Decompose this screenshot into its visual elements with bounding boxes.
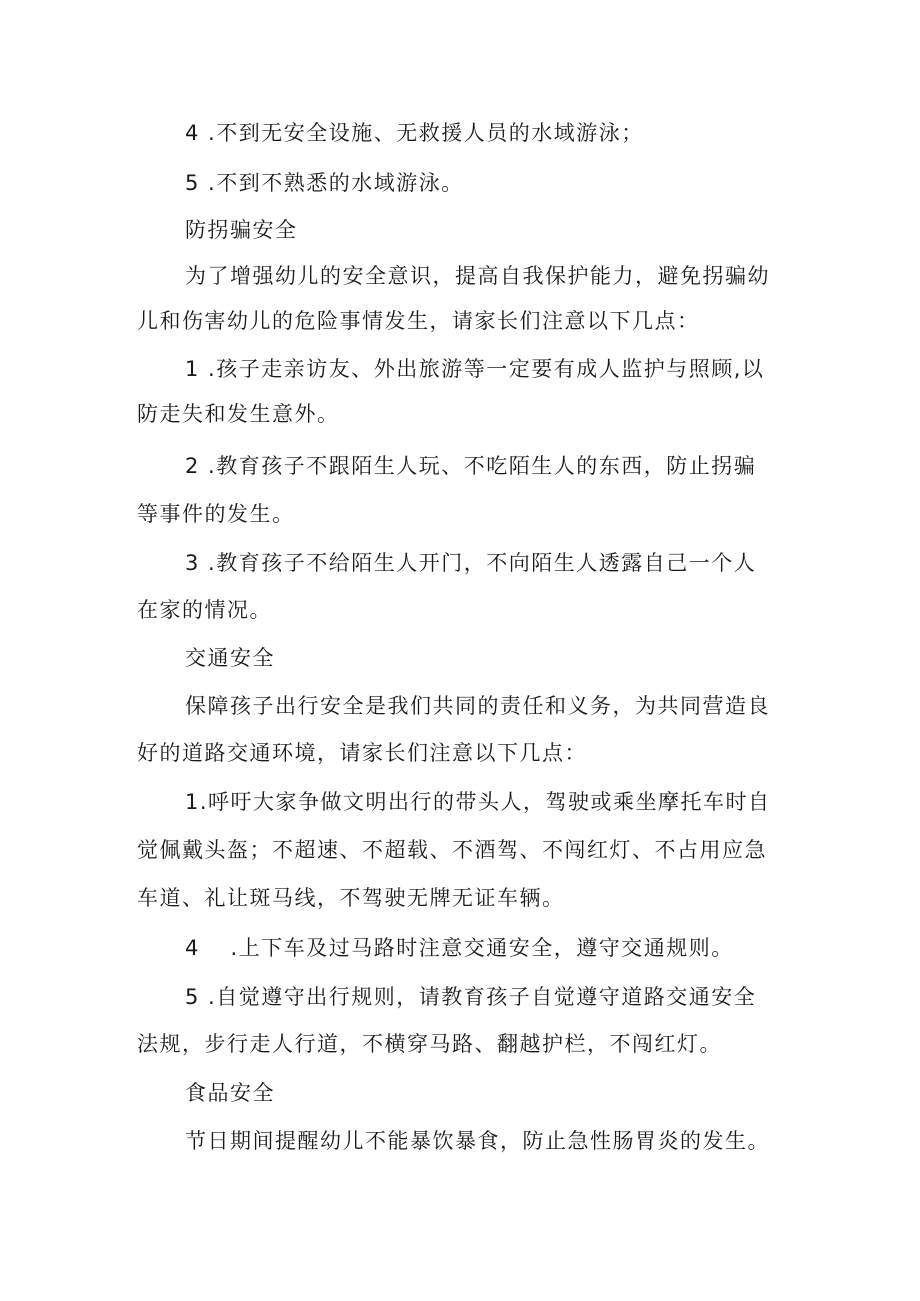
- list-item-line: 等事件的发生。: [137, 502, 295, 526]
- list-item-swim-4: 4 .不到无安全设施、无救援人员的水域游泳；: [185, 121, 644, 145]
- list-item-line: 2 .教育孩子不跟陌生人玩、不吃陌生人的东西，防止拐骗: [185, 454, 757, 478]
- list-item-line: 法规，步行走人行道，不横穿马路、翻越护栏，不闯红灯。: [137, 1032, 722, 1056]
- list-item-line: 车道、礼让斑马线，不驾驶无牌无证车辆。: [137, 886, 565, 910]
- list-item-line: 防走失和发生意外。: [137, 402, 340, 426]
- section-heading-food: 食品安全: [185, 1081, 275, 1105]
- paragraph-line: 儿和伤害幼儿的危险事情发生，请家长们注意以下几点：: [137, 309, 700, 333]
- list-item-line: 3 .教育孩子不给陌生人开门，不向陌生人透露自己一个人: [185, 551, 757, 575]
- list-item-line: 觉佩戴头盔；不超速、不超载、不酒驾、不闯红灯、不占用应急: [137, 838, 767, 862]
- paragraph-line: 好的道路交通环境，请家长们注意以下几点：: [137, 741, 587, 765]
- list-item-line: 1.呼吁大家争做文明出行的带头人，驾驶或乘坐摩托车时自: [185, 790, 771, 814]
- list-item-line: 在家的情况。: [137, 598, 272, 622]
- paragraph-line: 节日期间提醒幼儿不能暴饮暴食，防止急性肠胃炎的发生。: [185, 1129, 770, 1153]
- list-item-line: 1 .孩子走亲访友、外出旅游等一定要有成人监护与照顾,以: [185, 357, 765, 381]
- list-item-line: 4 .上下车及过马路时注意交通安全，遵守交通规则。: [185, 936, 734, 960]
- list-item-line: 5 .自觉遵守出行规则，请教育孩子自觉遵守道路交通安全: [185, 985, 757, 1009]
- paragraph-line: 保障孩子出行安全是我们共同的责任和义务，为共同营造良: [185, 694, 770, 718]
- paragraph-line: 为了增强幼儿的安全意识，提高自我保护能力，避免拐骗幼: [185, 264, 770, 288]
- list-item-swim-5: 5 .不到不熟悉的水域游泳。: [185, 171, 464, 195]
- section-heading-traffic: 交通安全: [185, 646, 275, 670]
- section-heading-anti-abduction: 防拐骗安全: [185, 218, 298, 242]
